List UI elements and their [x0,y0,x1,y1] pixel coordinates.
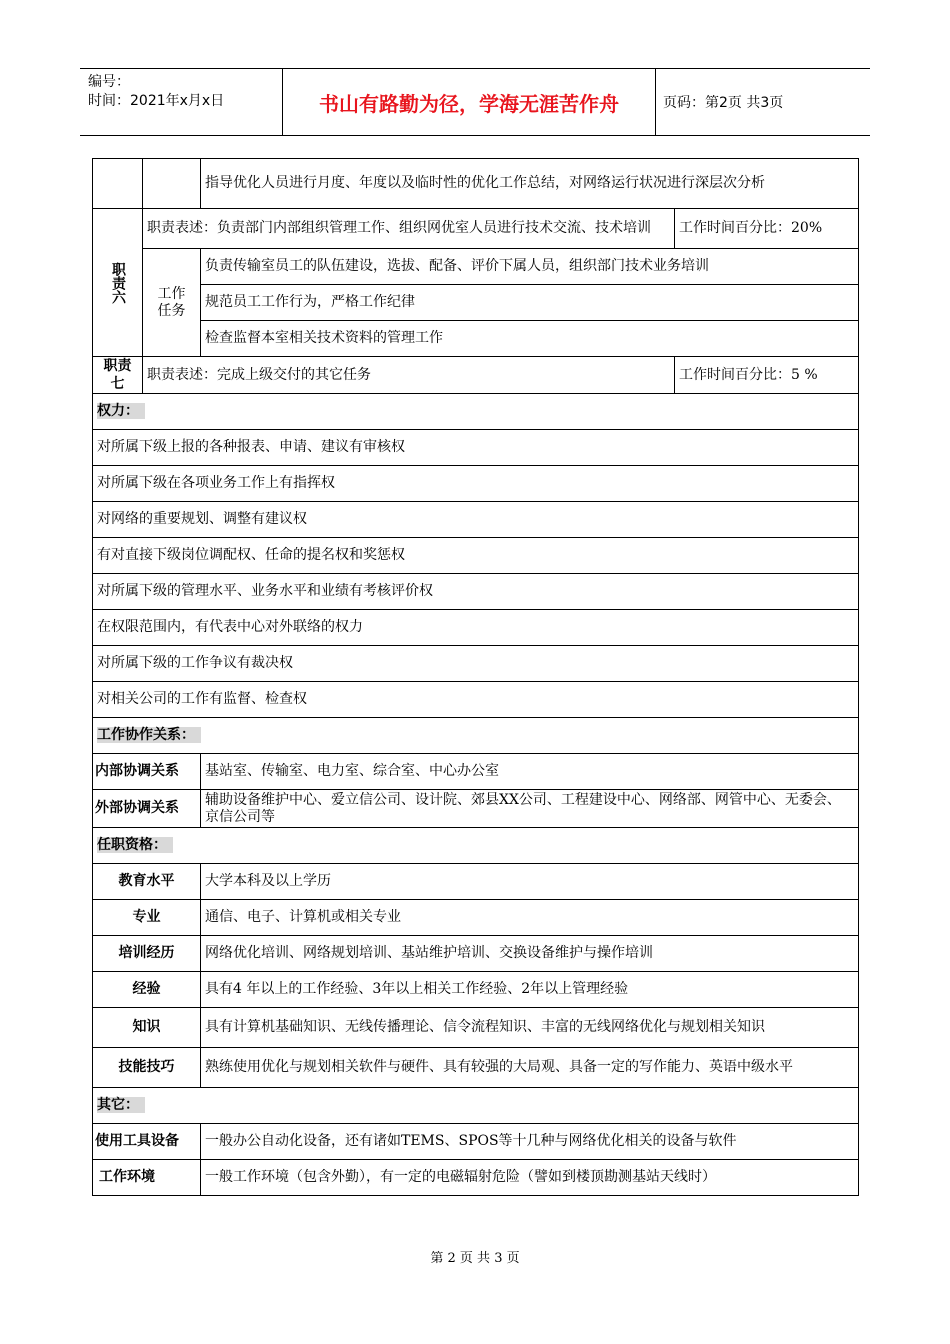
internal-coordination-value: 基站室、传输室、电力室、综合室、中心办公室 [201,754,859,790]
table-row [93,1160,859,1196]
table-row [93,1088,859,1124]
experience-label: 经验 [93,972,201,1008]
table-row [93,209,859,249]
table-row [93,357,859,394]
page-header [80,68,870,136]
list-item: 对相关公司的工作有监督、检查权 [93,682,859,718]
duty6-task-3: 检查监督本室相关技术资料的管理工作 [201,321,859,357]
header-meta [80,69,283,135]
education-value: 大学本科及以上学历 [201,864,859,900]
table-row [93,321,859,357]
table-row [93,1008,859,1048]
list-item: 对所属下级在各项业务工作上有指挥权 [93,466,859,502]
duty-task-text: 指导优化人员进行月度、年度以及临时性的优化工作总结，对网络运行状况进行深层次分析 [201,159,859,209]
table-row [93,1124,859,1160]
major-value: 通信、电子、计算机或相关专业 [201,900,859,936]
table-row [93,864,859,900]
duty7-desc: 职责表述：完成上级交付的其它任务 [143,357,675,394]
duty6-task-2: 规范员工工作行为，严格工作纪律 [201,285,859,321]
duty6-label: 职责六 [93,209,143,357]
knowledge-value: 具有计算机基础知识、无线传播理论、信令流程知识、丰富的无线网络优化与规划相关知识 [201,1008,859,1048]
training-value: 网络优化培训、网络规划培训、基站维护培训、交换设备维护与操作培训 [201,936,859,972]
time-label: 时间：2021年x月x日 [88,93,225,109]
table-row [93,394,859,430]
table-row [93,249,859,285]
duty6-task-label: 工作任务 [143,249,201,357]
duty6-percent: 工作时间百分比：20% [675,209,859,249]
list-item: 对所属下级上报的各种报表、申请、建议有审核权 [93,430,859,466]
training-label: 培训经历 [93,936,201,972]
table-row [93,936,859,972]
table-row [93,718,859,754]
internal-coordination-label: 内部协调关系 [93,754,201,790]
environment-label: 工作环境 [93,1160,201,1196]
table-row [93,790,859,828]
number-label: 编号： [88,74,130,90]
knowledge-label: 知识 [93,1008,201,1048]
table-row [93,754,859,790]
duty6-task-1: 负责传输室员工的队伍建设，选拔、配备、评价下属人员，组织部门技术业务培训 [201,249,859,285]
table-row [93,900,859,936]
power-section-title: 权力： [93,394,859,430]
duty7-label: 职责七 [93,357,143,394]
external-coordination-label: 外部协调关系 [93,790,201,828]
header-motto: 书山有路勤为径，学海无涯苦作舟 [283,69,656,135]
skills-value: 熟练使用优化与规划相关软件与硬件、具有较强的大局观、具备一定的写作能力、英语中级水平 [201,1048,859,1088]
qualification-section-title: 任职资格： [93,828,859,864]
table-row [93,828,859,864]
page-footer: 第 2 页 共 3 页 [430,1251,520,1266]
table-row [93,1048,859,1088]
environment-value: 一般工作环境（包含外勤），有一定的电磁辐射危险（譬如到楼顶勘测基站天线时） [201,1160,859,1196]
table-row [93,285,859,321]
list-item: 对所属下级的管理水平、业务水平和业绩有考核评价权 [93,574,859,610]
major-label: 专业 [93,900,201,936]
education-label: 教育水平 [93,864,201,900]
experience-value: 具有4 年以上的工作经验、3年以上相关工作经验、2年以上管理经验 [201,972,859,1008]
table-row [93,159,859,209]
duty7-percent: 工作时间百分比：5 % [675,357,859,394]
job-description-table [92,158,859,1196]
tools-label: 使用工具设备 [93,1124,201,1160]
skills-label: 技能技巧 [93,1048,201,1088]
table-row [93,972,859,1008]
list-item: 在权限范围内，有代表中心对外联络的权力 [93,610,859,646]
list-item: 对网络的重要规划、调整有建议权 [93,502,859,538]
cooperation-section-title: 工作协作关系： [93,718,859,754]
list-item: 有对直接下级岗位调配权、任命的提名权和奖惩权 [93,538,859,574]
list-item: 对所属下级的工作争议有裁决权 [93,646,859,682]
duty6-desc: 职责表述：负责部门内部组织管理工作、组织网优室人员进行技术交流、技术培训 [143,209,675,249]
other-section-title: 其它： [93,1088,859,1124]
page-number-label: 页码：第2页 共3页 [663,95,784,111]
tools-value: 一般办公自动化设备，还有诸如TEMS、SPOS等十几种与网络优化相关的设备与软件 [201,1124,859,1160]
external-coordination-value: 辅助设备维护中心、爱立信公司、设计院、郊县XX公司、工程建设中心、网络部、网管中心、无委会、京信公司等 [201,790,859,828]
